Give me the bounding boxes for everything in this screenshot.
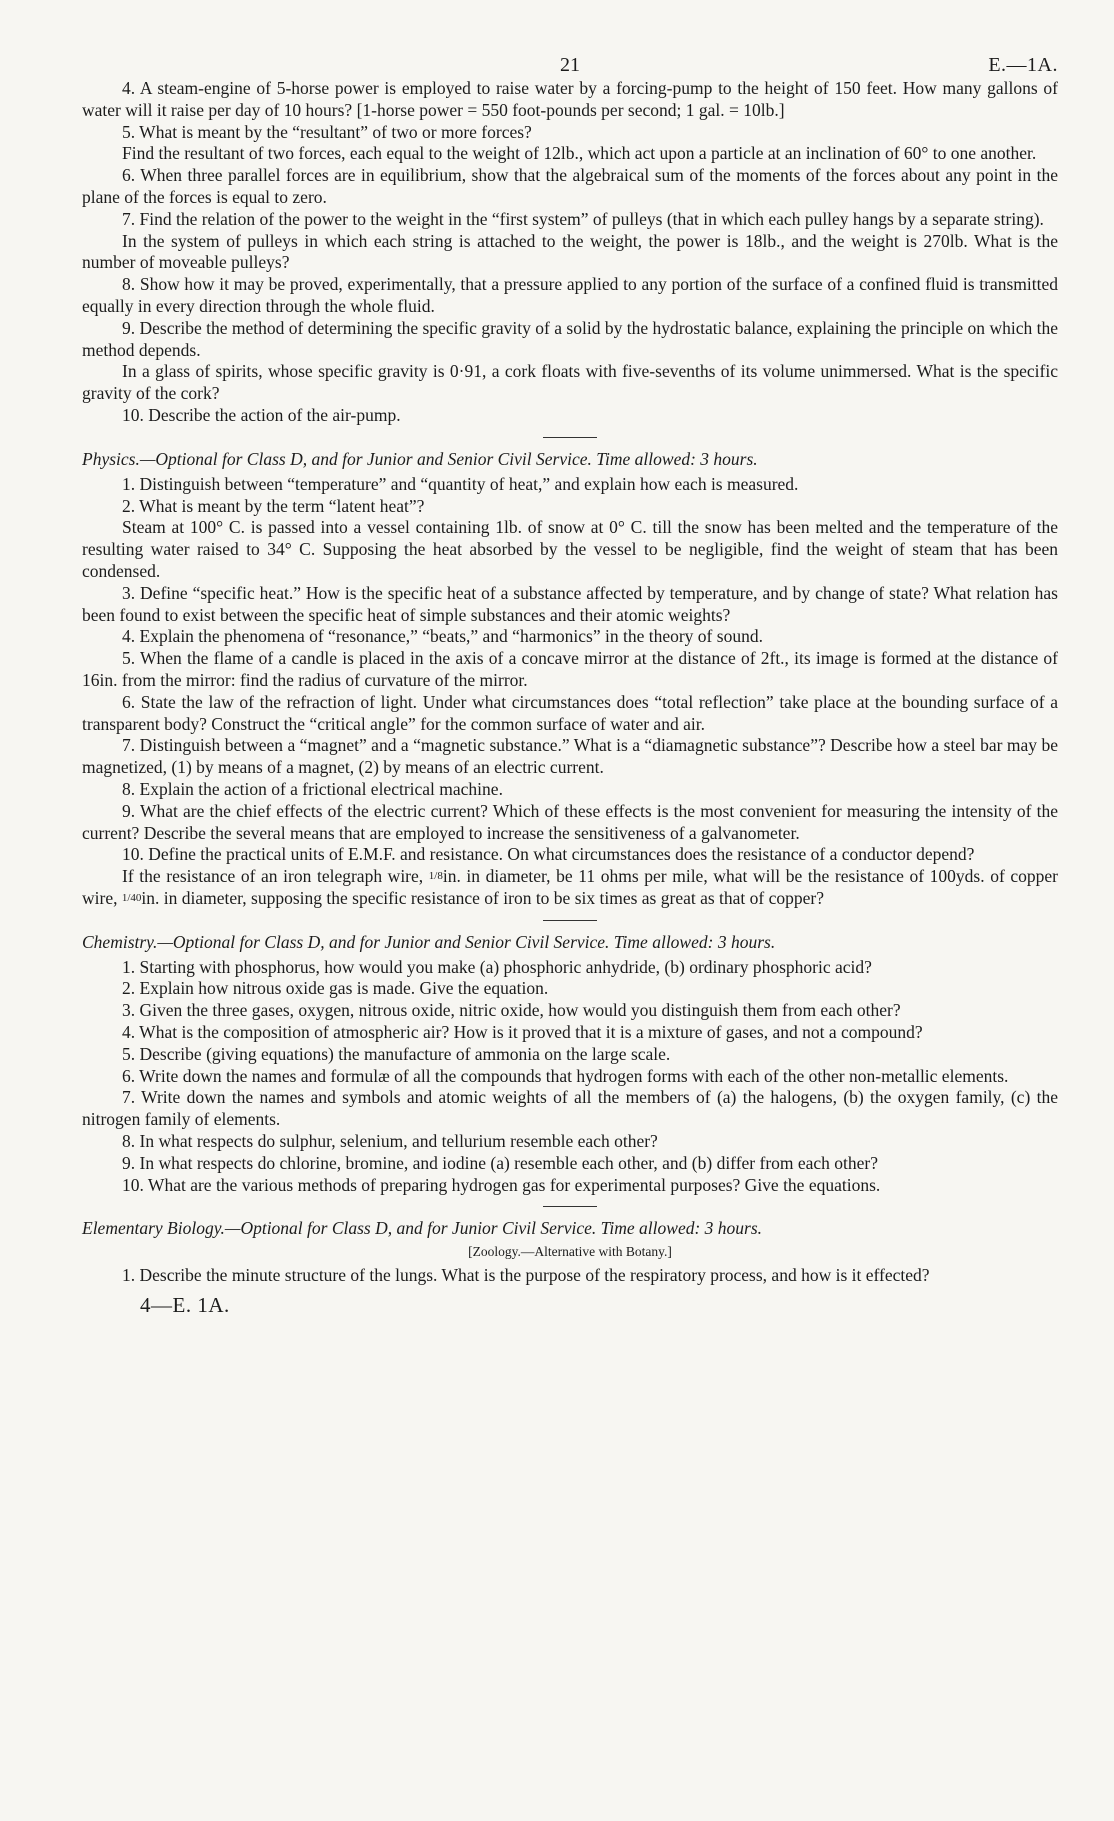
question-continuation: Steam at 100° C. is passed into a vessel containing 1lb. of snow at 0° C. till the snow has been melted and the temperature of the resulting water raised to 34° C. Supposing the heat absorbed by the vessel to be negligible, find the weight of steam that has been condensed. bbox=[82, 517, 1058, 581]
text-segment: in. in diameter, be 11 ohms per mile, what will be the resistance of 100yds. of copper wire, bbox=[82, 866, 1059, 908]
question: 2. Explain how nitrous oxide gas is made. Give the equation. bbox=[122, 978, 549, 999]
question: 10. Define the practical units of E.M.F. and resistance. On what circumstances does the resistance of a conductor depend? bbox=[122, 844, 975, 865]
question: 5. When the flame of a candle is placed in the axis of a concave mirror at the distance of 2ft., its image is formed at the distance of 16in. from the mirror: find the radius of curvature of the mirror. bbox=[82, 648, 1058, 690]
question: 6. State the law of the refraction of light. Under what circumstances does “total reflection” take place at the bounding surface of a transparent body? Construct the “critical angle” for the common surface of water and air. bbox=[82, 691, 1058, 734]
question: 4. A steam-engine of 5-horse power is employed to raise water by a forcing-pump to the height of 150 feet. How many gallons of water will it raise per day of 10 hours? [1-horse power = 550 foot-pounds per second; 1 gal. = 10lb.] bbox=[82, 78, 1058, 120]
fraction: 1/8 bbox=[428, 870, 443, 883]
section-heading: Physics.—Optional for Class D, and for Junior and Senior Civil Service. Time allowed: 3 hours. bbox=[82, 448, 758, 469]
question-continuation: In a glass of spirits, whose specific gravity is 0·91, a cork floats with five-sevenths of its volume unimmersed. What is the specific gravity of the cork? bbox=[82, 361, 1058, 404]
section-note: [Zoology.—Alternative with Botany.] bbox=[468, 1244, 672, 1260]
question: 4. What is the composition of atmospheric air? How is it proved that it is a mixture of gases, and not a compound? bbox=[122, 1022, 923, 1043]
question: 3. Define “specific heat.” How is the specific heat of a substance affected by temperature, and by change of state? What relation has been found to exist between the specific heat of simple substances and their atomic weights? bbox=[82, 582, 1058, 625]
question: 6. When three parallel forces are in equilibrium, show that the algebraical sum of the moments of the forces about any point in the plane of the forces is equal to zero. bbox=[82, 165, 1058, 207]
question: 8. Explain the action of a frictional electrical machine. bbox=[122, 778, 503, 799]
signature-mark: 4—E. 1A. bbox=[140, 1293, 230, 1318]
question: 1. Distinguish between “temperature” and “quantity of heat,” and explain how each is measured. bbox=[122, 473, 799, 494]
section-divider bbox=[543, 1206, 597, 1207]
question: 9. In what respects do chlorine, bromine, and iodine (a) resemble each other, and (b) differ from each other? bbox=[122, 1152, 879, 1173]
biology-section bbox=[82, 1217, 1058, 1287]
question: 7. Write down the names and symbols and atomic weights of all the members of (a) the halogens, (b) the oxygen family, (c) the nitrogen family of elements. bbox=[82, 1087, 1058, 1130]
question: 3. Given the three gases, oxygen, nitrous oxide, nitric oxide, how would you distinguish them from each other? bbox=[122, 1000, 901, 1021]
question: 8. Show how it may be proved, experimentally, that a pressure applied to any portion of the surface of a confined fluid is transmitted equally in every direction through the whole fluid. bbox=[82, 274, 1058, 316]
question-continuation: Find the resultant of two forces, each equal to the weight of 12lb., which act upon a particle at an inclination of 60° to one another. bbox=[122, 143, 1037, 164]
section-heading: Chemistry.—Optional for Class D, and for Junior and Senior Civil Service. Time allowed: 3 hours. bbox=[82, 931, 776, 952]
question: 7. Find the relation of the power to the weight in the “first system” of pulleys (that in which each pulley hangs by a separate string). bbox=[122, 208, 1044, 229]
physics-section bbox=[82, 448, 1058, 910]
section-heading: Elementary Biology.—Optional for Class D, and for Junior Civil Service. Time allowed: 3 hours. bbox=[82, 1218, 763, 1239]
text-segment: in. in diameter, supposing the specific resistance of iron to be six times as great as that of copper? bbox=[141, 887, 824, 908]
chemistry-section bbox=[82, 931, 1058, 1197]
page-header bbox=[82, 0, 1058, 78]
section-divider bbox=[543, 437, 597, 438]
question: 7. Distinguish between a “magnet” and a “magnetic substance.” What is a “diamagnetic substance”? Describe how a steel bar may be magnetized, (1) by means of a magnet, (2) by means of an electric current. bbox=[82, 735, 1058, 778]
question: 9. Describe the method of determining the specific gravity of a solid by the hydrostatic balance, explaining the principle on which the method depends. bbox=[82, 317, 1058, 360]
page-number: 21 bbox=[560, 54, 580, 76]
question-continuation: In the system of pulleys in which each string is attached to the weight, the power is 18lb., and the weight is 270lb. What is the number of moveable pulleys? bbox=[82, 230, 1058, 273]
question: 4. Explain the phenomena of “resonance,” “beats,” and “harmonics” in the theory of sound. bbox=[122, 626, 763, 647]
question-continuation bbox=[82, 866, 1058, 910]
mechanics-section bbox=[82, 78, 1058, 427]
question: 9. What are the chief effects of the electric current? Which of these effects is the most convenient for measuring the intensity of the current? Describe the several means that are employed to increase the sensitiveness of a galvanometer. bbox=[82, 800, 1058, 843]
document-reference: E.—1A. bbox=[988, 54, 1058, 76]
question: 1. Describe the minute structure of the lungs. What is the purpose of the respiratory process, and how is it effected? bbox=[122, 1265, 930, 1286]
text-segment: If the resistance of an iron telegraph wire, bbox=[122, 866, 429, 887]
section-divider bbox=[543, 920, 597, 921]
question: 2. What is meant by the term “latent heat”? bbox=[122, 495, 425, 516]
question: 5. Describe (giving equations) the manufacture of ammonia on the large scale. bbox=[122, 1043, 671, 1064]
question: 10. What are the various methods of preparing hydrogen gas for experimental purposes? Give the equations. bbox=[122, 1174, 881, 1195]
question: 5. What is meant by the “resultant” of two or more forces? bbox=[122, 121, 532, 142]
question: 10. Describe the action of the air-pump. bbox=[122, 404, 401, 425]
fraction: 1/40 bbox=[121, 891, 142, 904]
question: 1. Starting with phosphorus, how would you make (a) phosphoric anhydride, (b) ordinary phosphoric acid? bbox=[122, 956, 872, 977]
question: 8. In what respects do sulphur, selenium, and tellurium resemble each other? bbox=[122, 1131, 658, 1152]
question: 6. Write down the names and formulæ of all the compounds that hydrogen forms with each of the other non-metallic elements. bbox=[122, 1065, 1009, 1086]
